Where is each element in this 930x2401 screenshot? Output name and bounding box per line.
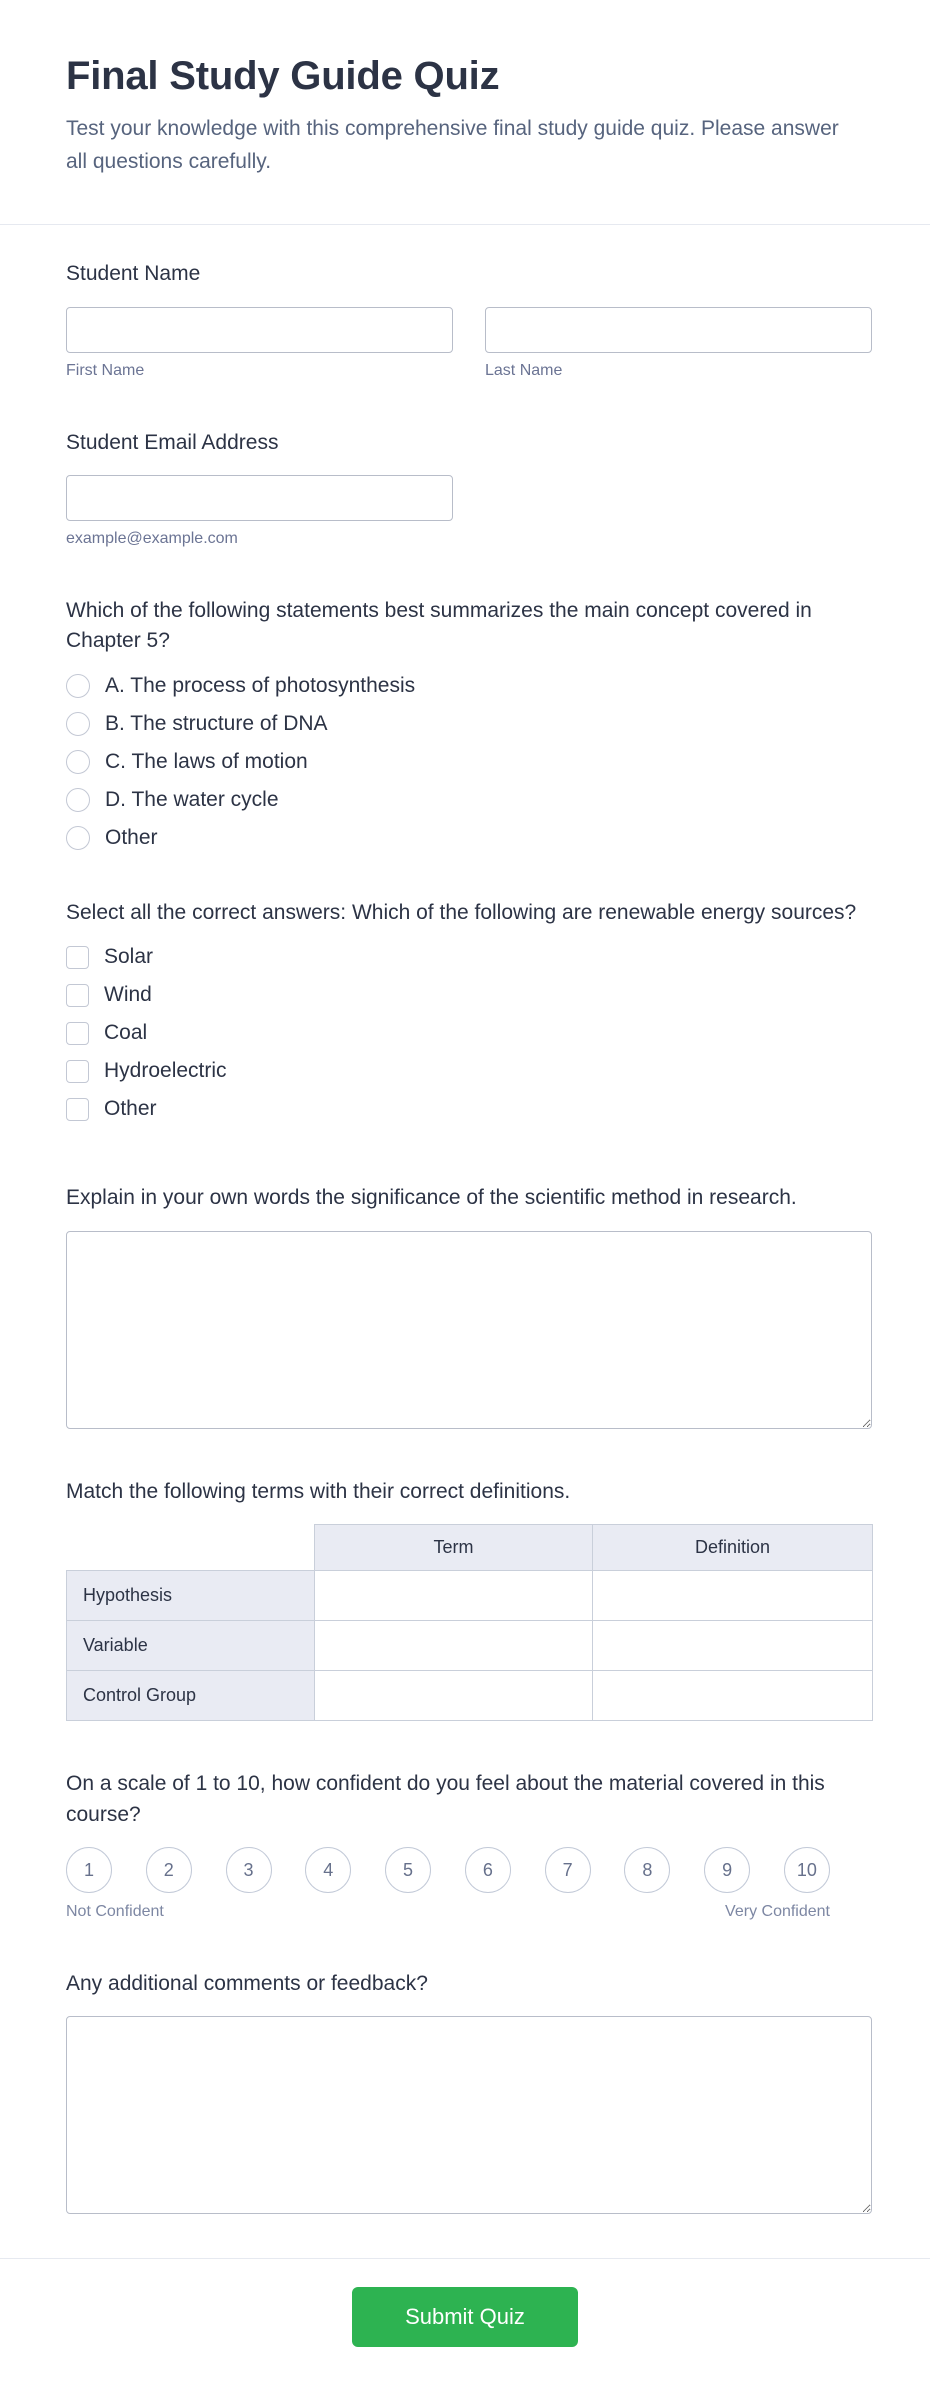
- scale-option-2[interactable]: 2: [146, 1847, 192, 1893]
- first-name-input[interactable]: [66, 307, 453, 353]
- matrix-row-hypothesis: [67, 1571, 873, 1621]
- radio-option-label: C. The laws of motion: [105, 749, 308, 773]
- form-title: Final Study Guide Quiz: [66, 54, 500, 98]
- radio-option-b[interactable]: [66, 712, 868, 736]
- matrix-row-label: Control Group: [67, 1671, 315, 1721]
- submit-button[interactable]: Submit Quiz: [352, 2287, 578, 2347]
- matrix-cell: [593, 1671, 873, 1721]
- checkbox-option-label: Hydroelectric: [104, 1059, 227, 1083]
- scientific-method-label: Explain in your own words the significance of the scientific method in research.: [66, 1186, 797, 1210]
- radio-option-label: Other: [105, 825, 158, 849]
- matrix-cell-input[interactable]: [593, 1571, 872, 1620]
- email-sublabel: example@example.com: [66, 529, 238, 547]
- checkbox-option-label: Solar: [104, 945, 154, 969]
- checkbox-option-label: Wind: [104, 983, 152, 1007]
- field-confidence-scale: [66, 1769, 868, 1921]
- matrix-corner-cell: [67, 1525, 315, 1571]
- checkbox-option-wind[interactable]: [66, 983, 868, 1007]
- field-student-name: [66, 259, 868, 379]
- checkbox-icon[interactable]: [66, 1060, 89, 1083]
- field-match-terms: [66, 1477, 868, 1721]
- last-name-sublabel: Last Name: [485, 361, 563, 379]
- matrix-col-header-definition: Definition: [593, 1525, 873, 1571]
- radio-option-label: D. The water cycle: [105, 787, 279, 811]
- radio-circle-icon[interactable]: [66, 712, 90, 736]
- checkbox-icon[interactable]: [66, 1022, 89, 1045]
- last-name-input[interactable]: [485, 307, 872, 353]
- scale-option-9[interactable]: 9: [704, 1847, 750, 1893]
- last-name-field: [485, 307, 872, 380]
- radio-circle-icon[interactable]: [66, 750, 90, 774]
- match-terms-label: Match the following terms with their correct definitions.: [66, 1479, 571, 1503]
- email-input[interactable]: [66, 475, 453, 521]
- radio-option-label: B. The structure of DNA: [105, 711, 328, 735]
- scale-option-6[interactable]: 6: [465, 1847, 511, 1893]
- matrix-header-row: [67, 1525, 873, 1571]
- checkbox-option-label: Other: [104, 1097, 157, 1121]
- form-body: [0, 225, 930, 2258]
- radio-option-label: A. The process of photosynthesis: [105, 673, 416, 697]
- scale-option-3[interactable]: 3: [226, 1847, 272, 1893]
- matrix-cell: [593, 1571, 873, 1621]
- field-scientific-method: [66, 1183, 868, 1428]
- checkbox-option-hydroelectric[interactable]: [66, 1059, 868, 1083]
- radio-option-other[interactable]: [66, 826, 868, 850]
- matrix-cell-input[interactable]: [315, 1671, 592, 1720]
- checkbox-option-solar[interactable]: [66, 945, 868, 969]
- submit-section: [0, 2258, 930, 2401]
- matrix-cell: [315, 1621, 593, 1671]
- scale-option-7[interactable]: 7: [545, 1847, 591, 1893]
- matrix-row-label: Hypothesis: [67, 1571, 315, 1621]
- field-renewable-question: [66, 898, 868, 1121]
- scale-option-10[interactable]: 10: [784, 1847, 830, 1893]
- chapter5-question-label: Which of the following statements best summarizes the main concept covered in Chapter 5?: [66, 598, 812, 653]
- checkbox-option-label: Coal: [104, 1021, 148, 1045]
- student-name-label: Student Name: [66, 262, 201, 286]
- radio-option-a[interactable]: [66, 674, 868, 698]
- checkbox-icon[interactable]: [66, 1098, 89, 1121]
- radio-circle-icon[interactable]: [66, 674, 90, 698]
- scale-max-label: Very Confident: [725, 1903, 830, 1921]
- matrix-cell-input[interactable]: [593, 1621, 872, 1670]
- field-chapter5-question: [66, 596, 868, 850]
- student-email-label: Student Email Address: [66, 430, 279, 454]
- checkbox-option-coal[interactable]: [66, 1021, 868, 1045]
- radio-circle-icon[interactable]: [66, 788, 90, 812]
- checkbox-icon[interactable]: [66, 984, 89, 1007]
- scale-options: [66, 1847, 830, 1893]
- scientific-method-textarea[interactable]: [66, 1231, 872, 1429]
- radio-circle-icon[interactable]: [66, 826, 90, 850]
- matrix-row-variable: [67, 1621, 873, 1671]
- comments-label: Any additional comments or feedback?: [66, 1972, 428, 1996]
- scale-option-1[interactable]: 1: [66, 1847, 112, 1893]
- matrix-cell: [593, 1621, 873, 1671]
- matrix-table: [66, 1524, 873, 1721]
- matrix-cell-input[interactable]: [315, 1571, 592, 1620]
- field-student-email: [66, 428, 868, 548]
- matrix-cell: [315, 1571, 593, 1621]
- name-grid: [66, 307, 872, 380]
- matrix-cell: [315, 1671, 593, 1721]
- first-name-field: [66, 307, 453, 380]
- matrix-row-control-group: [67, 1671, 873, 1721]
- scale-endpoint-labels: [66, 1903, 830, 1921]
- radio-option-c[interactable]: [66, 750, 868, 774]
- confidence-scale-label: On a scale of 1 to 10, how confident do you feel about the material covered in this course?: [66, 1772, 825, 1826]
- matrix-cell-input[interactable]: [315, 1621, 592, 1670]
- matrix-row-label: Variable: [67, 1621, 315, 1671]
- checkbox-option-other[interactable]: [66, 1097, 868, 1121]
- scale-option-5[interactable]: 5: [385, 1847, 431, 1893]
- checkbox-options: [66, 945, 868, 1121]
- renewable-question-label: Select all the correct answers: Which of the following are renewable energy sources?: [66, 900, 857, 924]
- checkbox-icon[interactable]: [66, 946, 89, 969]
- scale-option-4[interactable]: 4: [305, 1847, 351, 1893]
- matrix-col-header-term: Term: [315, 1525, 593, 1571]
- radio-options: [66, 674, 868, 850]
- form-subtitle: Test your knowledge with this comprehensive final study guide quiz. Please answer all questions carefully.: [66, 117, 839, 173]
- comments-textarea[interactable]: [66, 2016, 872, 2214]
- matrix-cell-input[interactable]: [593, 1671, 872, 1720]
- scale-option-8[interactable]: 8: [624, 1847, 670, 1893]
- scale-min-label: Not Confident: [66, 1903, 164, 1921]
- form-header: [0, 0, 930, 178]
- field-comments: [66, 1969, 868, 2214]
- first-name-sublabel: First Name: [66, 361, 145, 379]
- radio-option-d[interactable]: [66, 788, 868, 812]
